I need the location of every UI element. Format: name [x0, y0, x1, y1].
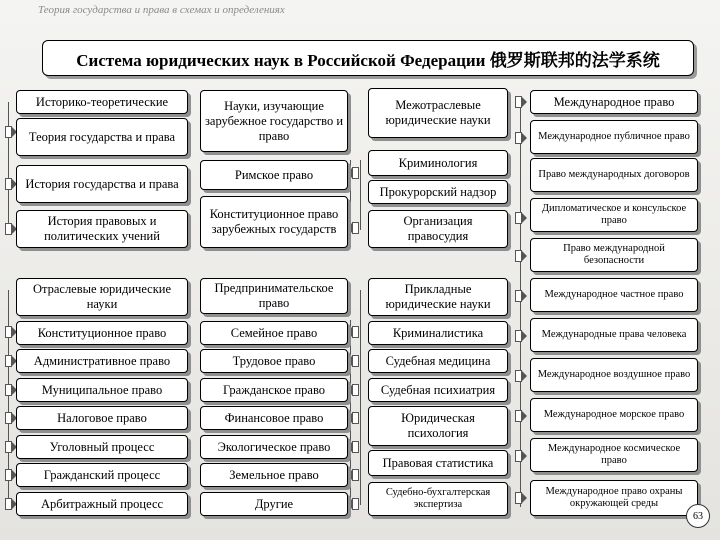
arrow-icon: [515, 370, 522, 382]
science-box: Арбитражный процесс: [16, 492, 188, 516]
header-note: Теория государства и права в схемах и определениях: [38, 4, 285, 16]
science-box: Гражданское право: [200, 378, 348, 402]
science-box: Судебная медицина: [368, 349, 508, 373]
science-box: Теория государства и права: [16, 118, 188, 156]
arrow-icon: [352, 469, 359, 481]
science-box: Уголовный процесс: [16, 435, 188, 459]
science-box: Другие: [200, 492, 348, 516]
arrow-icon: [515, 330, 522, 342]
science-box: Судебно-бухгалтерская экспертиза: [368, 482, 508, 516]
science-box: Судебная психиатрия: [368, 378, 508, 402]
category-foreign-law-sciences: Науки, изучающие зарубежное государство и право: [200, 90, 348, 152]
science-box: Римское право: [200, 160, 348, 190]
science-box: Право международной безопасности: [530, 238, 698, 272]
connector-line: [8, 102, 9, 232]
science-box: Финансовое право: [200, 406, 348, 430]
arrow-icon: [352, 355, 359, 367]
arrow-icon: [5, 498, 12, 510]
category-international-law: Международное право: [530, 90, 698, 114]
science-box: Трудовое право: [200, 349, 348, 373]
category-historical-theoretical: Историко-теоретические: [16, 90, 188, 114]
category-applied-sciences: Прикладные юридические науки: [368, 278, 508, 316]
arrow-icon: [515, 132, 522, 144]
science-box: Международные права человека: [530, 318, 698, 352]
science-box: Криминология: [368, 150, 508, 176]
diagram-title: Система юридических наук в Российской Федерации 俄罗斯联邦的法学系统: [42, 40, 694, 76]
arrow-icon: [352, 441, 359, 453]
science-box: История государства и права: [16, 165, 188, 203]
arrow-icon: [352, 326, 359, 338]
arrow-icon: [5, 412, 12, 424]
arrow-icon: [515, 410, 522, 422]
arrow-icon: [5, 178, 12, 190]
science-box: Прокурорский надзор: [368, 180, 508, 204]
arrow-icon: [5, 469, 12, 481]
science-box: Криминалистика: [368, 321, 508, 345]
science-box: Дипломатическое и консульское право: [530, 198, 698, 232]
connector-line: [520, 102, 521, 507]
science-box: Право международных договоров: [530, 158, 698, 192]
science-box: Земельное право: [200, 463, 348, 487]
science-box: Конституционное право: [16, 321, 188, 345]
arrow-icon: [515, 492, 522, 504]
science-box: Международное право охраны окружающей среды: [530, 480, 698, 516]
arrow-icon: [515, 290, 522, 302]
science-box: Семейное право: [200, 321, 348, 345]
page-number: 63: [686, 504, 710, 528]
arrow-icon: [352, 412, 359, 424]
arrow-icon: [5, 384, 12, 396]
arrow-icon: [352, 498, 359, 510]
science-box: История правовых и политических учений: [16, 210, 188, 248]
science-box: Международное космическое право: [530, 438, 698, 472]
science-box: Международное воздушное право: [530, 358, 698, 392]
science-box: Международное морское право: [530, 398, 698, 432]
arrow-icon: [352, 167, 359, 179]
arrow-icon: [352, 384, 359, 396]
science-box: Налоговое право: [16, 406, 188, 430]
arrow-icon: [515, 212, 522, 224]
arrow-icon: [352, 222, 359, 234]
category-interdisciplinary-sciences: Межотраслевые юридические науки: [368, 88, 508, 138]
arrow-icon: [515, 250, 522, 262]
arrow-icon: [515, 96, 522, 108]
arrow-icon: [515, 450, 522, 462]
science-box: Юридическая психология: [368, 406, 508, 446]
science-box: Муниципальное право: [16, 378, 188, 402]
arrow-icon: [5, 441, 12, 453]
connector-line: [360, 160, 361, 230]
science-box: Предпринимательское право: [200, 278, 348, 314]
science-box: Экологическое право: [200, 435, 348, 459]
category-branch-sciences: Отраслевые юридические науки: [16, 278, 188, 316]
arrow-icon: [5, 355, 12, 367]
science-box: Гражданский процесс: [16, 463, 188, 487]
science-box: Международное частное право: [530, 278, 698, 312]
science-box: Организация правосудия: [368, 210, 508, 248]
connector-line: [360, 290, 361, 505]
arrow-icon: [5, 126, 12, 138]
science-box: Правовая статистика: [368, 450, 508, 476]
arrow-icon: [5, 326, 12, 338]
arrow-icon: [5, 223, 12, 235]
science-box: Конституционное право зарубежных государств: [200, 196, 348, 248]
science-box: Международное публичное право: [530, 120, 698, 154]
science-box: Административное право: [16, 349, 188, 373]
